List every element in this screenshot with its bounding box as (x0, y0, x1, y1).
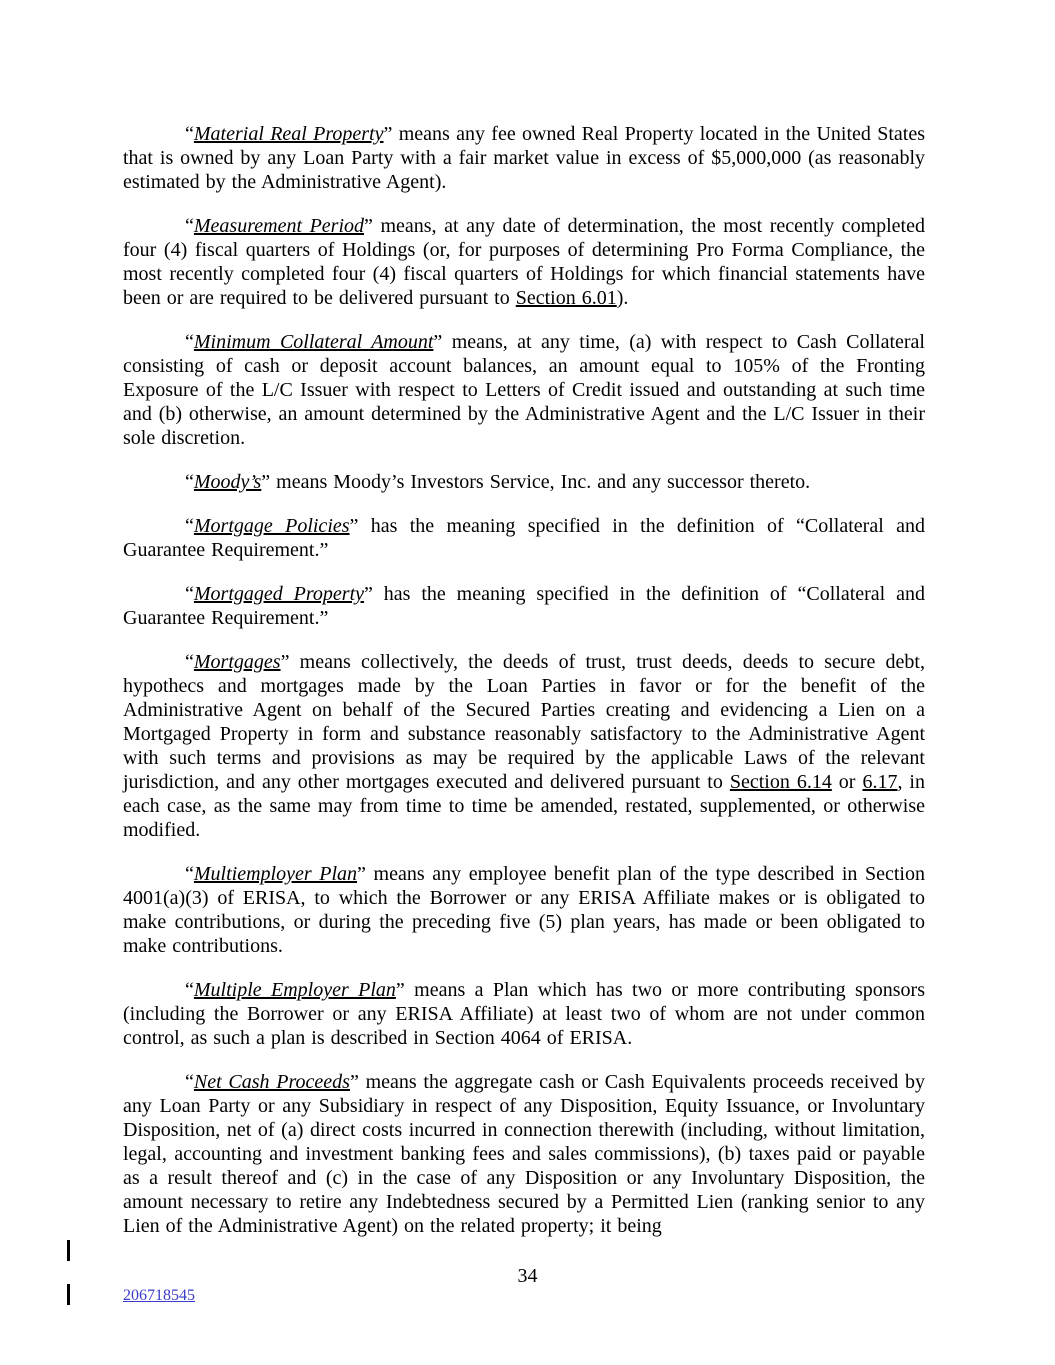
defined-term: Multiple Employer Plan (193, 979, 396, 1001)
definition-paragraph (123, 1070, 925, 1238)
paragraph-text: “ (185, 583, 194, 605)
paragraph-text: “ (185, 215, 194, 237)
definition-paragraph (123, 862, 925, 958)
paragraph-text: ” means, at any date of determination, the most recently completed four (4) fiscal quarters of Holdings (or, for purposes of determining Pro Forma Compliance, the most recently completed four (4) fiscal quarters of Holdings for which financial statements have been or are required to be delivered pursuant to (123, 215, 925, 309)
page-body (123, 122, 925, 1258)
section-reference: Section 6.01 (515, 287, 617, 309)
defined-term: Mortgaged Property (193, 583, 365, 605)
defined-term: Mortgage Policies (193, 515, 350, 537)
paragraph-text: ” means collectively, the deeds of trust, trust deeds, deeds to secure debt, hypothecs and mortgages made by the Loan Parties in favor or for the benefit of the Administrative Agent on behalf of the Secured Parties creating and evidencing a Lien on a Mortgaged Property in form and substance reasonably satisfactory to the Administrative Agent with such terms and provisions as may be required by the applicable Laws of the relevant jurisdiction, and any other mortgages executed and delivered pursuant to (123, 651, 925, 793)
paragraph-text: ” means any fee owned Real Property located in the United States that is owned by any Loan Party with a fair market value in excess of $5,000,000 (as reasonably estimated by the Administrative Agent). (123, 123, 925, 193)
paragraph-text: “ (185, 1071, 194, 1093)
defined-term: Net Cash Proceeds (193, 1071, 350, 1093)
section-reference: 6.17 (862, 771, 898, 793)
defined-term: Mortgages (193, 651, 281, 673)
change-bar (67, 1240, 70, 1261)
paragraph-text: ” means, at any time, (a) with respect to Cash Collateral consisting of cash or deposit account balances, an amount equal to 105% of the Fronting Exposure of the L/C Issuer with respect to Letters of Credit issued and outstanding at such time and (b) otherwise, an amount determined by the Administrative Agent and the L/C Issuer in their sole discretion. (123, 331, 925, 449)
definitions-text (123, 122, 925, 1238)
paragraph-text: ” means Moody’s Investors Service, Inc. and any successor thereto. (261, 471, 811, 493)
paragraph-text: ” has the meaning specified in the definition of “Collateral and Guarantee Requirement.” (123, 515, 925, 561)
paragraph-text: “ (185, 979, 194, 1001)
defined-term: Multiemployer Plan (193, 863, 358, 885)
definition-paragraph (123, 582, 925, 630)
definition-paragraph (123, 650, 925, 842)
paragraph-text: “ (185, 471, 194, 493)
page-number: 34 (517, 1265, 538, 1287)
paragraph-text: ” means any employee benefit plan of the type described in Section 4001(a)(3) of ERISA, to which the Borrower or any ERISA Affiliate makes or is obligated to make contributions, or during the preceding five (5) plan years, has made or been obligated to make contributions. (123, 863, 925, 957)
paragraph-text: “ (185, 651, 194, 673)
document-id-link[interactable]: 206718545 (123, 1287, 195, 1304)
definition-paragraph (123, 330, 925, 450)
paragraph-text: ” means the aggregate cash or Cash Equivalents proceeds received by any Loan Party or any Subsidiary in respect of any Disposition, Equity Issuance, or Involuntary Disposition, net of (a) direct costs incurred in connection therewith (including, without limitation, legal, accounting and investment banking fees and sales commissions), (b) taxes paid or payable as a result thereof and (c) in the case of any Disposition or any Involuntary Disposition, the amount necessary to retire any Indebtedness secured by a Permitted Lien (ranking senior to any Lien of the Administrative Agent) on the related property; it being (123, 1071, 925, 1237)
paragraph-text: “ (185, 863, 194, 885)
paragraph-text: “ (185, 331, 194, 353)
paragraph-text: ” has the meaning specified in the definition of “Collateral and Guarantee Requirement.” (123, 583, 925, 629)
definition-paragraph (123, 978, 925, 1050)
defined-term: Minimum Collateral Amount (193, 331, 434, 353)
paragraph-text: or (831, 771, 863, 793)
paragraph-text: ” means a Plan which has two or more contributing sponsors (including the Borrower or any ERISA Affiliate) at least two of whom are not under common control, as such a plan is described in Section 4064 of ERISA. (123, 979, 925, 1049)
definition-paragraph (123, 470, 925, 494)
defined-term: Moody’s (193, 471, 262, 493)
paragraph-text: , in each case, as the same may from time to time be amended, restated, supplemented, or otherwise modified. (123, 771, 925, 841)
paragraph-text: “ (185, 123, 194, 145)
paragraph-text: ). (616, 287, 629, 309)
defined-term: Measurement Period (193, 215, 365, 237)
definition-paragraph (123, 214, 925, 310)
section-reference: Section 6.14 (729, 771, 832, 793)
definition-paragraph (123, 122, 925, 194)
definition-paragraph (123, 514, 925, 562)
paragraph-text: “ (185, 515, 194, 537)
defined-term: Material Real Property (193, 123, 384, 145)
